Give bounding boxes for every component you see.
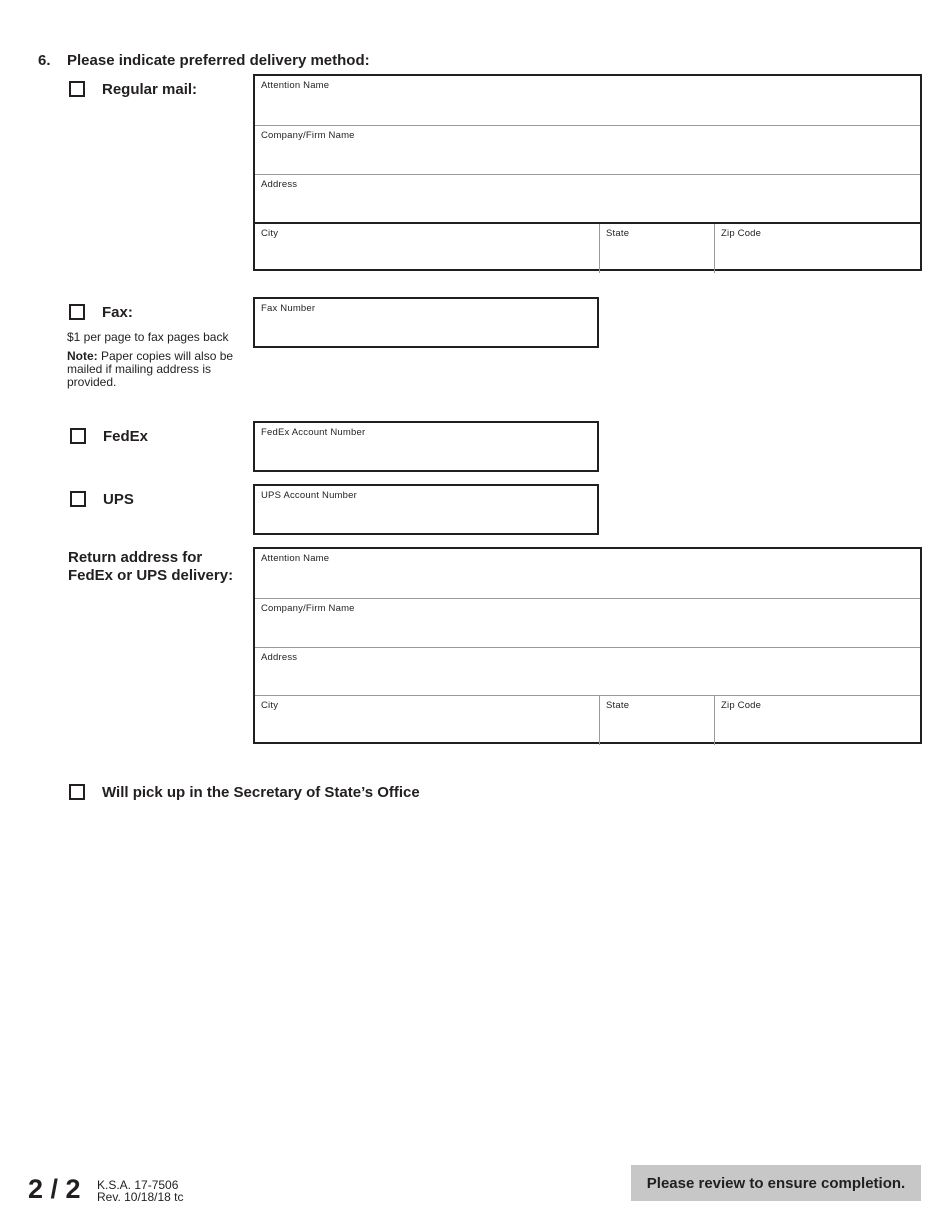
return-address-row — [255, 647, 920, 697]
fedex-label: FedEx — [103, 428, 149, 445]
fax-paper-note — [67, 350, 252, 389]
return-state-cell — [599, 696, 715, 745]
regular-mail-label: Regular mail: — [102, 81, 198, 98]
return-address-label-line2: FedEx or UPS delivery: — [68, 567, 234, 584]
return-city-label: City — [261, 700, 279, 711]
ups-account-box — [253, 484, 599, 535]
ups-account-label: UPS Account Number — [261, 490, 358, 501]
return-zip-label: Zip Code — [721, 700, 762, 711]
page-number: 2 / 2 — [28, 1174, 81, 1204]
review-completion-button[interactable]: Please review to ensure completion. — [631, 1165, 921, 1201]
return-attention-input[interactable] — [260, 571, 915, 595]
address-input[interactable] — [260, 197, 915, 221]
state-label: State — [606, 228, 630, 239]
return-address-field-label: Address — [261, 652, 298, 663]
zip-cell — [714, 224, 920, 273]
return-zip-cell — [714, 696, 920, 745]
fax-label: Fax: — [102, 304, 133, 321]
fax-number-input[interactable] — [260, 319, 592, 343]
ups-label: UPS — [103, 491, 134, 508]
return-zip-input[interactable] — [720, 718, 915, 742]
return-city-cell — [255, 696, 599, 745]
pickup-checkbox[interactable] — [69, 784, 85, 800]
address-row — [255, 174, 920, 224]
address-label: Address — [261, 179, 298, 190]
city-input[interactable] — [260, 246, 594, 270]
ups-account-input[interactable] — [260, 506, 592, 530]
company-name-input[interactable] — [260, 148, 915, 172]
question-text: Please indicate preferred delivery method: — [67, 52, 370, 69]
fax-checkbox[interactable] — [69, 304, 85, 320]
return-state-input[interactable] — [605, 718, 710, 742]
pickup-label: Will pick up in the Secretary of State’s Office — [102, 784, 420, 801]
regular-mail-checkbox[interactable] — [69, 81, 85, 97]
fedex-account-input[interactable] — [260, 443, 592, 467]
return-city-state-zip-row — [255, 695, 920, 745]
zip-input[interactable] — [720, 246, 915, 270]
return-city-input[interactable] — [260, 718, 594, 742]
attention-name-row — [255, 76, 920, 125]
question-number: 6. — [38, 52, 51, 69]
return-attention-row — [255, 549, 920, 598]
return-attention-label: Attention Name — [261, 553, 330, 564]
city-state-zip-row — [255, 222, 920, 273]
return-address-input[interactable] — [260, 670, 915, 694]
return-company-row — [255, 598, 920, 648]
fax-number-label: Fax Number — [261, 303, 316, 314]
company-name-row — [255, 125, 920, 175]
company-name-label: Company/Firm Name — [261, 130, 355, 141]
fax-number-box — [253, 297, 599, 348]
attention-name-label: Attention Name — [261, 80, 330, 91]
ups-checkbox[interactable] — [70, 491, 86, 507]
state-cell — [599, 224, 715, 273]
regular-mail-address-box — [253, 74, 922, 271]
zip-label: Zip Code — [721, 228, 762, 239]
return-address-box — [253, 547, 922, 744]
return-company-input[interactable] — [260, 621, 915, 645]
state-input[interactable] — [605, 246, 710, 270]
revision-date: Rev. 10/18/18 tc — [97, 1190, 184, 1204]
return-address-label-line1: Return address for — [68, 549, 203, 566]
city-label: City — [261, 228, 279, 239]
fedex-account-label: FedEx Account Number — [261, 427, 366, 438]
statute-reference: K.S.A. 17-7506 — [97, 1178, 179, 1192]
return-state-label: State — [606, 700, 630, 711]
fedex-account-box — [253, 421, 599, 472]
city-cell — [255, 224, 599, 273]
fax-note-label: Note: — [67, 349, 98, 363]
return-company-label: Company/Firm Name — [261, 603, 355, 614]
fax-note-text: Paper copies will also be mailed if mailing address is provided. — [67, 349, 234, 389]
fax-fee-note: $1 per page to fax pages back — [67, 330, 229, 344]
fedex-checkbox[interactable] — [70, 428, 86, 444]
attention-name-input[interactable] — [260, 98, 915, 122]
